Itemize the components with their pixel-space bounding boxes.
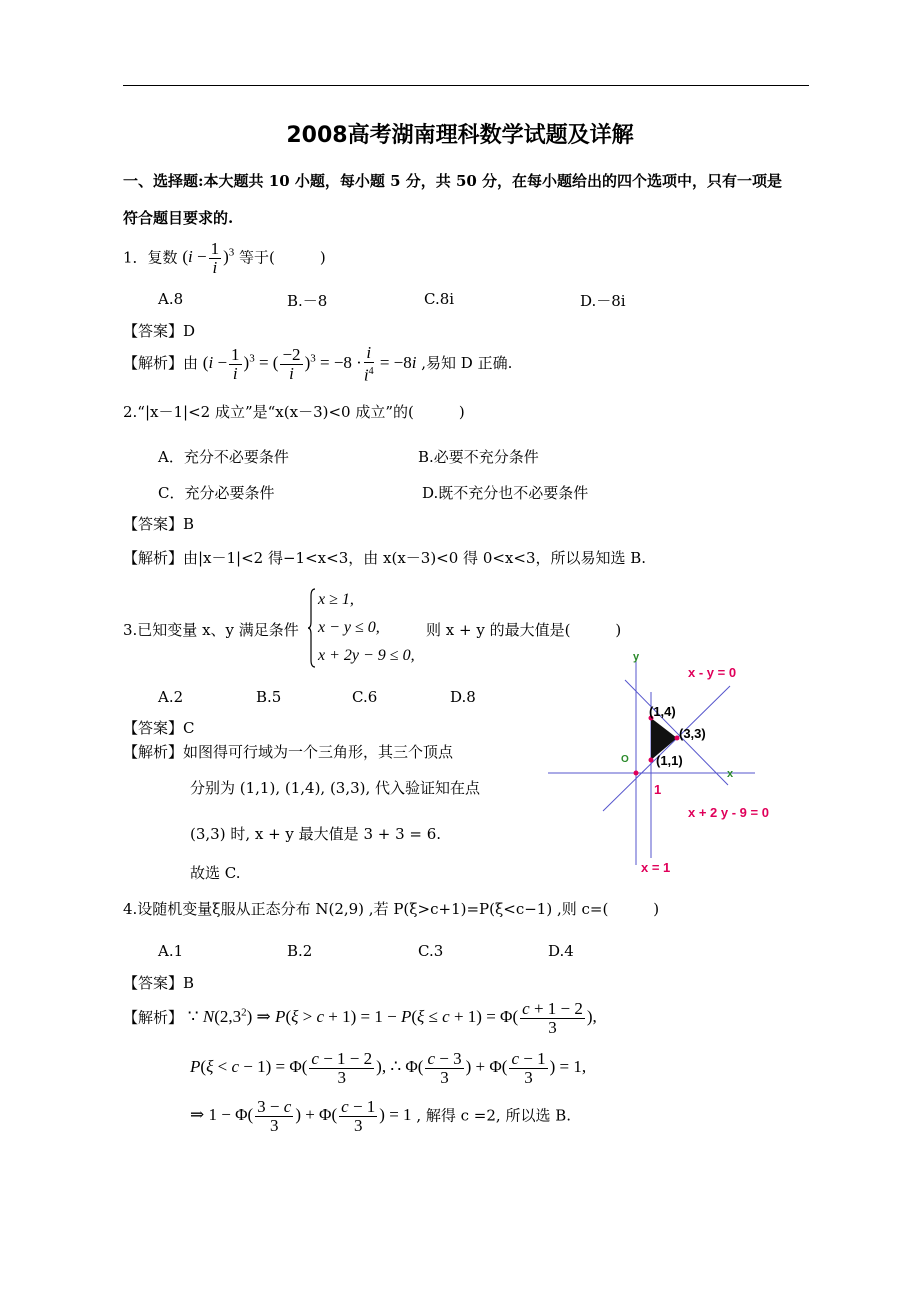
q3-option-d: D.8 <box>450 688 476 706</box>
label-origin: O <box>621 754 629 765</box>
label-vertex-1-4: (1,4) <box>649 704 676 719</box>
label-axis-x: x <box>727 768 734 780</box>
header-rule <box>123 85 809 86</box>
label-vertex-3-3: (3,3) <box>679 726 706 741</box>
q1-stem <box>123 240 326 277</box>
q4-analysis-expr3: ⇒ 1 − Φ( $\frac{3 - c}{3}$ ) + Φ( $\frac{c - 1}{3}$ ) = 1 <box>190 1097 412 1135</box>
q2-analysis: 【解析】由|x－1|<2 得−1<x<3，由 x(x－3)<0 得 0<x<3，所以易知选 B. <box>123 549 647 567</box>
q4-analysis-expr1: ∵ $N(2,3^2)$ ⇒ P(ξ > c + 1) = 1 − P(ξ ≤ c + 1) = Φ( $\frac{c + 1 - 2}{3}$ ), <box>187 999 597 1037</box>
q4-stem: 4.设随机变量ξ服从正态分布 N(2,9) ,若 P(ξ>c+1)=P(ξ<c−1) ,则 c=( ) <box>123 900 660 918</box>
label-tick-1: 1 <box>654 782 662 797</box>
vertex-1-1 <box>649 758 654 763</box>
q2-answer: 【答案】B <box>123 515 195 533</box>
q3-brace <box>308 588 316 668</box>
q1-expression: (i − $\frac{1}{i}$ )$^3$ <box>182 239 235 277</box>
q2-option-b: B.必要不充分条件 <box>418 448 539 466</box>
q3-analysis-line3: (3,3) 时, x + y 最大值是 3 + 3 = 6. <box>190 825 442 843</box>
q1-prefix: 1．复数 <box>123 248 178 267</box>
q3-stem-suffix: 则 x + y 的最大值是( ) <box>426 621 622 639</box>
label-axis-y: y <box>633 651 640 663</box>
q4-analysis-line2 <box>190 1050 586 1087</box>
q4-answer: 【答案】B <box>123 974 195 992</box>
q3-analysis-line2: 分别为 (1,1), (1,4), (3,3), 代入验证知在点 <box>190 779 481 797</box>
q1-analysis-suffix: ,易知 D 正确. <box>421 354 513 373</box>
q4-option-c: C.3 <box>418 942 444 960</box>
q1-analysis-prefix: 【解析】由 <box>123 354 199 373</box>
q3-option-b: B.5 <box>256 688 282 706</box>
q4-option-a: A.1 <box>158 942 184 960</box>
q2-option-c: C．充分必要条件 <box>158 484 275 502</box>
q2-option-a: A．充分不必要条件 <box>158 448 289 466</box>
label-line-x-minus-y: x - y = 0 <box>688 665 737 680</box>
q4-analysis-suffix: , 解得 c =2, 所以选 B. <box>416 1106 572 1125</box>
q3-condition-3: x + 2y − 9 ≤ 0, <box>318 647 415 664</box>
section-heading: 一、选择题:本大题共 10 小题，每小题 5 分，共 50 分，在每小题给出的四个选项中，只有一项是 <box>123 172 783 190</box>
q2-stem: 2.“|x－1|<2 成立”是“x(x－3)<0 成立”的( ) <box>123 403 465 421</box>
q3-option-a: A.2 <box>158 688 184 706</box>
q3-option-c: C.6 <box>352 688 378 706</box>
q4-analysis-expr2: P(ξ < c − 1) = Φ( $\frac{c - 1 - 2}{3}$ ), ∴ Φ( $\frac{c - 3}{3}$ ) + Φ( $\frac{c - 1}{3}$ ) = 1, <box>190 1049 587 1087</box>
q4-analysis-prefix: 【解析】 <box>123 1008 184 1027</box>
q3-stem-prefix: 3.已知变量 x、y 满足条件 <box>123 621 299 639</box>
q4-analysis-line3 <box>190 1098 571 1135</box>
label-vertex-1-1: (1,1) <box>656 753 683 768</box>
q1-suffix: 等于( ) <box>239 248 326 267</box>
section-heading-cont: 符合题目要求的. <box>123 209 234 227</box>
origin-dot <box>634 771 639 776</box>
q3-feasible-region-figure <box>540 640 800 880</box>
page-title: 2008高考湖南理科数学试题及详解 <box>286 123 634 148</box>
q1-analysis-expression: (i − $\frac{1}{i}$ )$^3$ = ( $\frac{-2}{i}$ )$^3$ = −8 · $\frac{i}{i^4}$ = −8i <box>202 343 417 385</box>
q1-analysis <box>123 344 512 385</box>
q1-option-c: C.8i <box>424 290 455 308</box>
q3-analysis-line1: 【解析】如图得可行域为一个三角形，其三个顶点 <box>123 743 454 761</box>
q1-option-a: A.8 <box>158 290 184 308</box>
q1-answer: 【答案】D <box>123 322 196 340</box>
q4-analysis-line1 <box>123 1000 597 1037</box>
q1-option-b: B.－8 <box>287 292 328 310</box>
q4-option-d: D.4 <box>548 942 574 960</box>
q4-option-b: B.2 <box>287 942 313 960</box>
q3-analysis-line4: 故选 C. <box>190 864 241 882</box>
line-x-plus-2y <box>625 680 728 785</box>
q3-answer: 【答案】C <box>123 719 195 737</box>
q1-option-d: D.－8i <box>580 292 626 310</box>
label-line-x-plus-2y: x + 2 y - 9 = 0 <box>688 805 769 820</box>
label-line-x-equals-1: x = 1 <box>641 860 671 875</box>
q2-option-d: D.既不充分也不必要条件 <box>422 484 589 502</box>
q3-condition-2: x − y ≤ 0, <box>318 619 380 636</box>
q3-condition-1: x ≥ 1, <box>318 591 354 608</box>
